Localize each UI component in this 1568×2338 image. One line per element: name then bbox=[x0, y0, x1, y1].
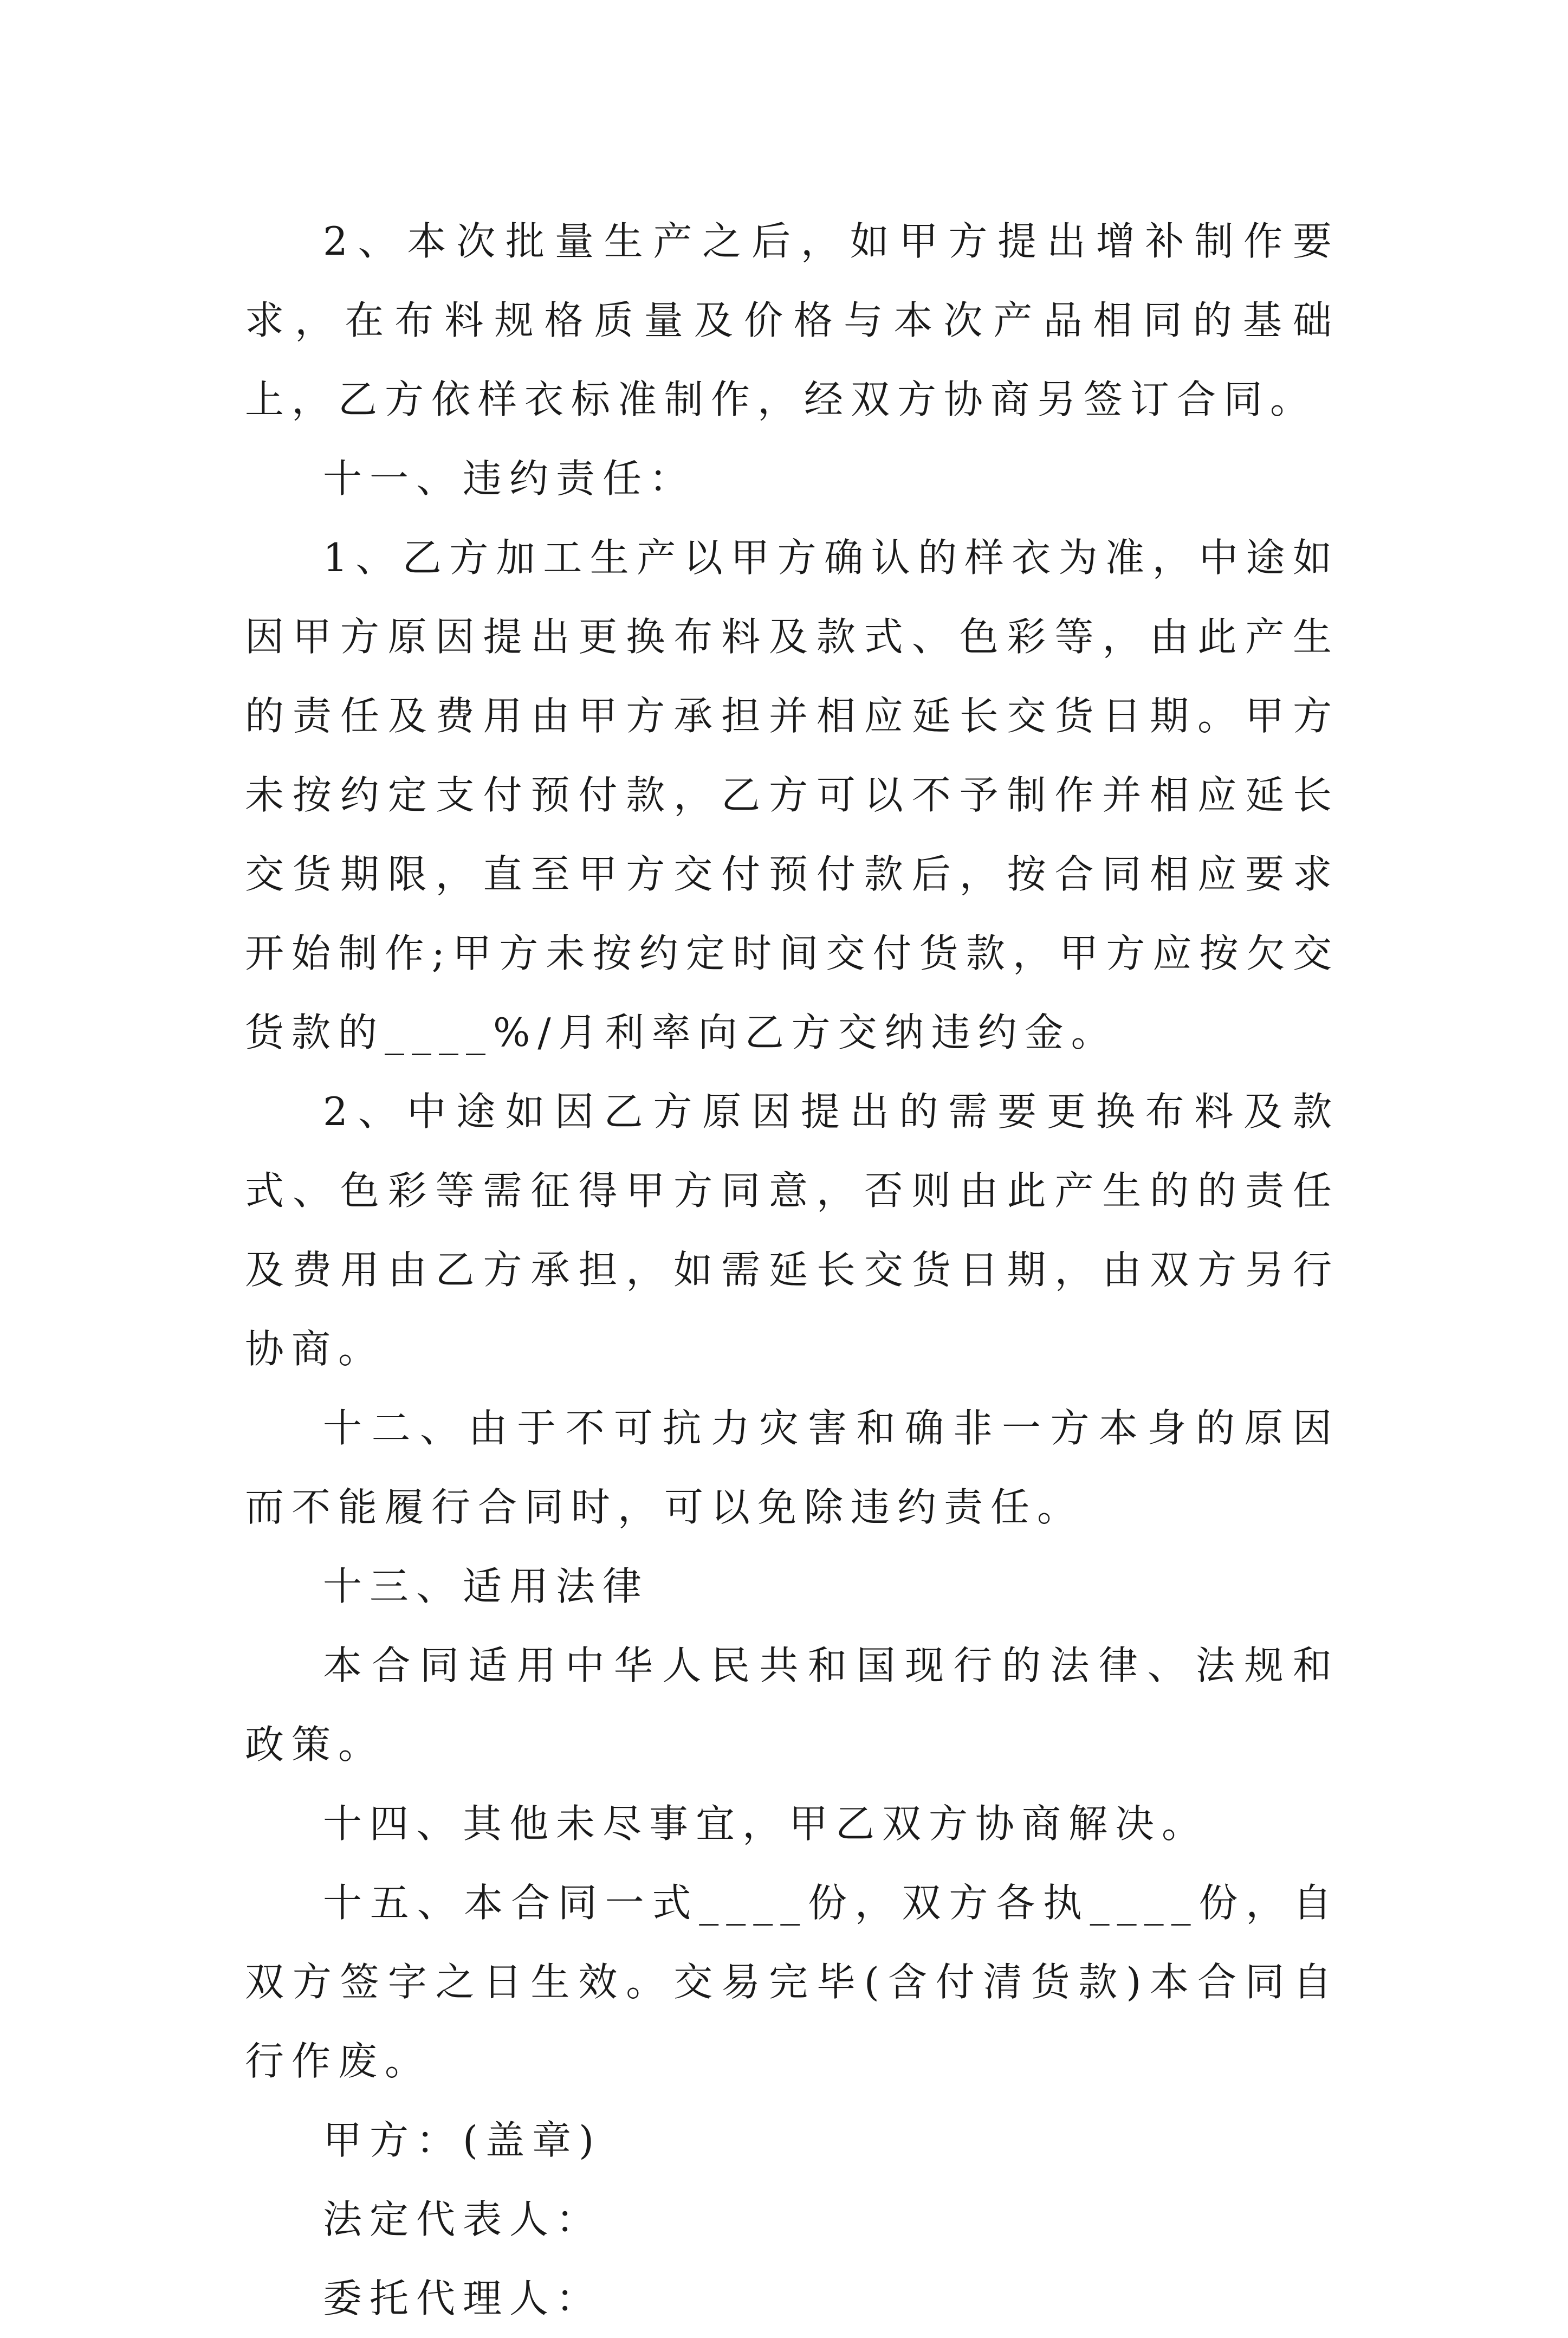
paragraph-clause-14: 十四、其他未尽事宜，甲乙双方协商解决。 bbox=[323, 1801, 1209, 1846]
heading-clause-11: 十一、违约责任： bbox=[323, 456, 696, 501]
signature-legal-representative: 法定代表人： bbox=[323, 2197, 603, 2242]
paragraph-clause-11-2: 2、中途如因乙方原因提出的需要更换布料及款式、色彩等需征得甲方同意，否则由此产生的的责任及费用由乙方承担，如需延长交货日期，由双方另行协商。 bbox=[245, 1089, 1339, 1372]
contract-body bbox=[245, 202, 1339, 2338]
paragraph-clause-13-body: 本合同适用中华人民共和国现行的法律、法规和政策。 bbox=[245, 1643, 1339, 1767]
signature-authorized-agent: 委托代理人： bbox=[323, 2276, 603, 2321]
heading-clause-13: 十三、适用法律 bbox=[323, 1564, 650, 1609]
paragraph-clause-10-2: 2、本次批量生产之后，如甲方提出增补制作要求，在布料规格质量及价格与本次产品相同的基础上，乙方依样衣标准制作，经双方协商另签订合同。 bbox=[245, 218, 1339, 422]
signature-party-a: 甲方：(盖章) bbox=[323, 2117, 602, 2163]
paragraph-clause-12: 十二、由于不可抗力灾害和确非一方本身的原因而不能履行合同时，可以免除违约责任。 bbox=[245, 1405, 1339, 1530]
paragraph-clause-15: 十五、本合同一式____份，双方各执____份，自双方签字之日生效。交易完毕(含付清货款)本合同自行作废。 bbox=[245, 1880, 1339, 2084]
paragraph-clause-11-1: 1、乙方加工生产以甲方确认的样衣为准，中途如因甲方原因提出更换布料及款式、色彩等，由此产生的责任及费用由甲方承担并相应延长交货日期。甲方未按约定支付预付款，乙方可以不予制作并相应延长交货期限，直至甲方交付预付款后，按合同相应要求开始制作;甲方未按约定时间交付货款，甲方应按欠交货款的____%/月利率向乙方交纳违约金。 bbox=[245, 535, 1339, 1055]
